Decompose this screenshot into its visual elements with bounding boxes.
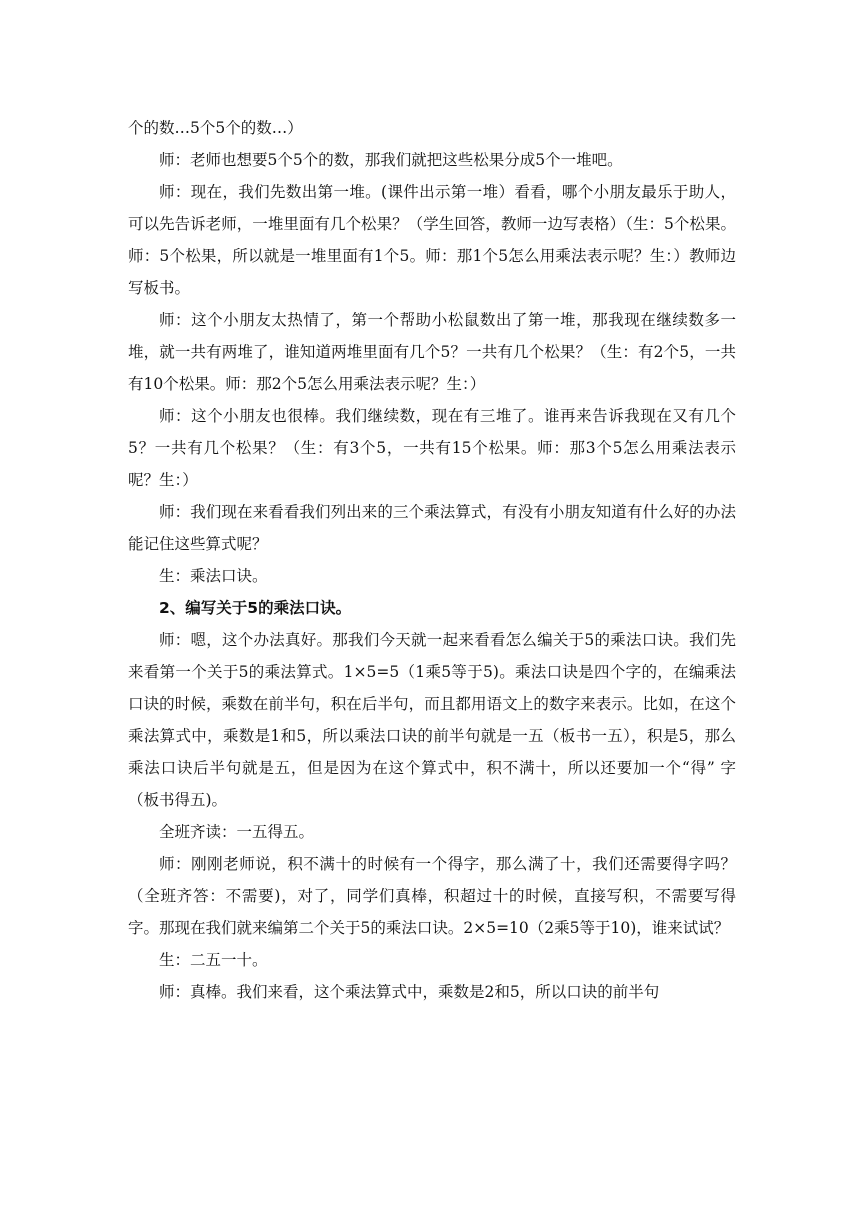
paragraph-student-2: 生：二五一十。 <box>159 951 268 969</box>
paragraph-teacher-7: 师：刚刚老师说，积不满十的时候有一个得字，那么满了十，我们还需要得字吗？（全班齐答：不需要)，对了，同学们真棒，积超过十的时候，直接写积，不需要写得字。那现在我们就来编第二个关于5的乘法口诀。2×5=10（2乘5等于10)，谁来试试？ <box>128 855 736 937</box>
paragraph-class-read: 全班齐读：一五得五。 <box>159 823 315 841</box>
paragraph-teacher-5: 师：我们现在来看看我们列出来的三个乘法算式，有没有小朋友知道有什么好的办法能记住这些算式呢？ <box>128 503 736 553</box>
paragraph-student-1: 生：乘法口诀。 <box>159 567 268 585</box>
document-page <box>128 112 736 1008</box>
paragraph-teacher-1: 师：老师也想要5个5个的数，那我们就把这些松果分成5个一堆吧。 <box>159 151 623 169</box>
paragraph-continuation: 个的数…5个5个的数…） <box>128 119 303 137</box>
paragraph-teacher-2: 师：现在，我们先数出第一堆。(课件出示第一堆）看看，哪个小朋友最乐于助人，可以先告诉老师，一堆里面有几个松果？（学生回答，教师一边写表格）（生：5个松果。师：5个松果，所以就是一堆里面有1个5。师：那1个5怎么用乘法表示呢？生：）教师边写板书。 <box>128 183 736 297</box>
section-heading: 2、编写关于5的乘法口诀。 <box>159 599 352 617</box>
paragraph-teacher-3: 师：这个小朋友太热情了，第一个帮助小松鼠数出了第一堆，那我现在继续数多一堆，就一共有两堆了，谁知道两堆里面有几个5？一共有几个松果？（生：有2个5，一共有10个松果。师：那2个5怎么用乘法表示呢？生：） <box>128 311 736 393</box>
paragraph-teacher-4: 师：这个小朋友也很棒。我们继续数，现在有三堆了。谁再来告诉我现在又有几个5？一共有几个松果？（生：有3个5，一共有15个松果。师：那3个5怎么用乘法表示呢？生：） <box>128 407 736 489</box>
paragraph-teacher-6: 师：嗯，这个办法真好。那我们今天就一起来看看怎么编关于5的乘法口诀。我们先来看第一个关于5的乘法算式。1×5=5（1乘5等于5)。乘法口诀是四个字的，在编乘法口诀的时候，乘数在前半句，积在后半句，而且都用语文上的数字来表示。比如，在这个乘法算式中，乘数是1和5，所以乘法口诀的前半句就是一五（板书一五），积是5，那么乘法口诀后半句就是五，但是因为在这个算式中，积不满十，所以还要加一个“得” 字（板书得五)。 <box>128 631 736 809</box>
paragraph-teacher-8: 师：真棒。我们来看，这个乘法算式中，乘数是2和5，所以口诀的前半句 <box>159 983 660 1001</box>
